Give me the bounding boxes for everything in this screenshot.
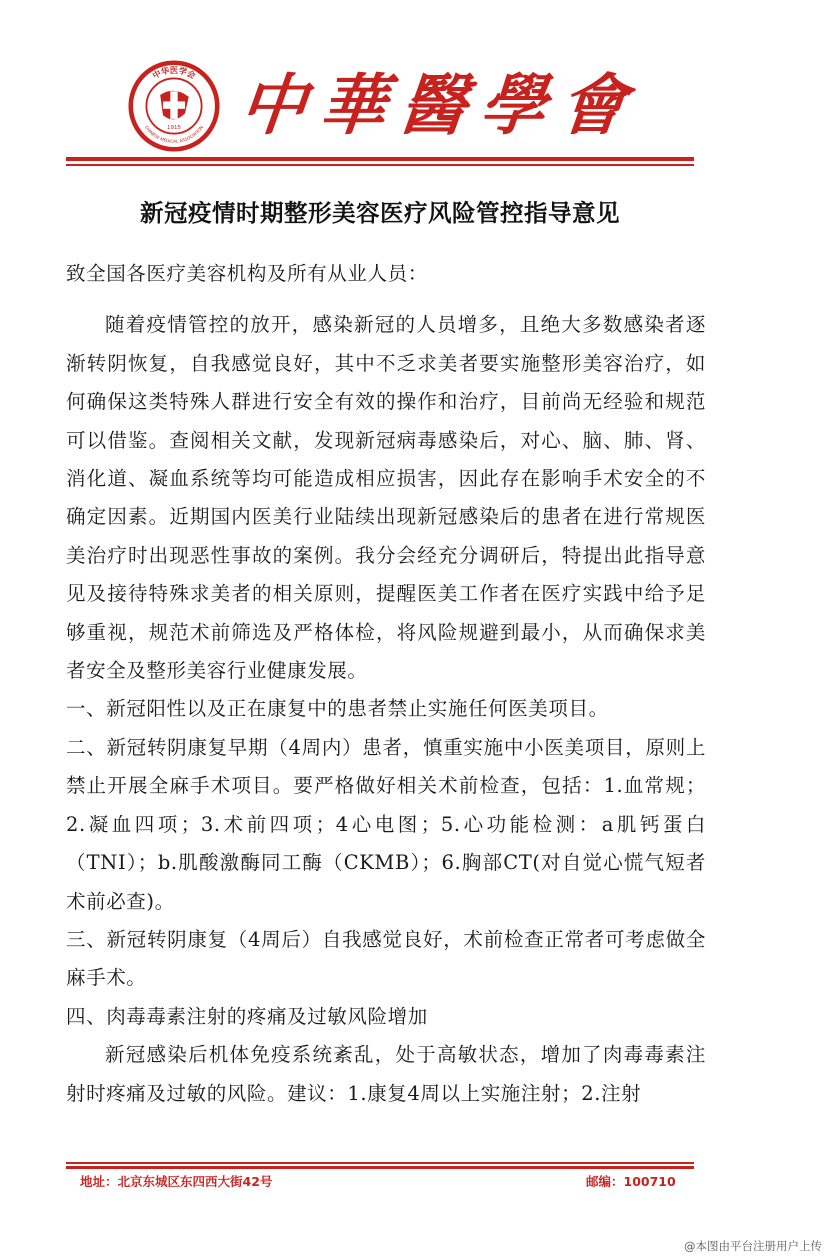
document-body [66,255,706,1113]
document-title: 新冠疫情时期整形美容医疗风险管控指导意见 [140,199,620,227]
paragraph-item-1: 一、新冠阳性以及正在康复中的患者禁止实施任何医美项目。 [66,697,609,721]
watermark: @本图由平台注册用户上传 [684,1239,822,1253]
paragraph-intro: 随着疫情管控的放开，感染新冠的人员增多，且绝大多数感染者逐渐转阴恢复，自我感觉良好，其中不乏求美者要实施整形美容治疗，如何确保这类特殊人群进行安全有效的操作和治疗，目前尚无经验和规范可以借鉴。查阅相关文献，发现新冠病毒感染后，对心、脑、肺、肾、消化道、凝血系统等均可能造成相应损害，因此存在影响手术安全的不确定因素。近期国内医美行业陆续出现新冠感染后的患者在进行常规医美治疗时出现恶性事故的案例。我分会经充分调研后，特提出此指导意见及接待特殊求美者的相关原则，提醒医美工作者在医疗实践中给予足够重视，规范术前筛选及严格体检，将风险规避到最小，从而确保求美者安全及整形美容行业健康发展。 [66,313,706,683]
logo-text-bottom: CHINESE MEDICAL ASSOCIATION [143,124,205,144]
organization-name: 中華醫學會 [235,66,645,144]
footer-rule-thin [66,1162,694,1164]
footer-postcode: 邮编：100710 [586,1174,676,1189]
footer-address: 地址：北京东城区东四西大街42号 [80,1174,273,1189]
paragraph-item-4: 四、肉毒毒素注射的疼痛及过敏风险增加 [66,1004,428,1028]
letterhead [0,0,828,170]
association-logo-icon [128,60,220,152]
header-rule-thick [66,157,694,161]
logo-text-top: 中华医学会 [150,64,198,81]
paragraph-item-2: 二、新冠转阴康复早期（4周内）患者，慎重实施中小医美项目，原则上禁止开展全麻手术项目。要严格做好相关术前检查，包括：1.血常规；2.凝血四项；3.术前四项；4心电图；5.心功能检测：a肌钙蛋白（TNI）；b.肌酸激酶同工酶（CKMB）；6.胸部CT(对自觉心慌气短者术前必查)。 [66,735,706,913]
header-rule-thin [66,164,694,166]
paragraph-item-3: 三、新冠转阴康复（4周后）自我感觉良好，术前检查正常者可考虑做全麻手术。 [66,927,706,990]
logo-year: 1915 [166,125,182,131]
paragraph-item-4-detail: 新冠感染后机体免疫系统紊乱，处于高敏状态，增加了肉毒毒素注射时疼痛及过敏的风险。建议：1.康复4周以上实施注射；2.注射 [66,1043,706,1105]
footer-rule-thick [66,1166,694,1169]
salutation: 致全国各医疗美容机构及所有从业人员： [66,262,428,285]
